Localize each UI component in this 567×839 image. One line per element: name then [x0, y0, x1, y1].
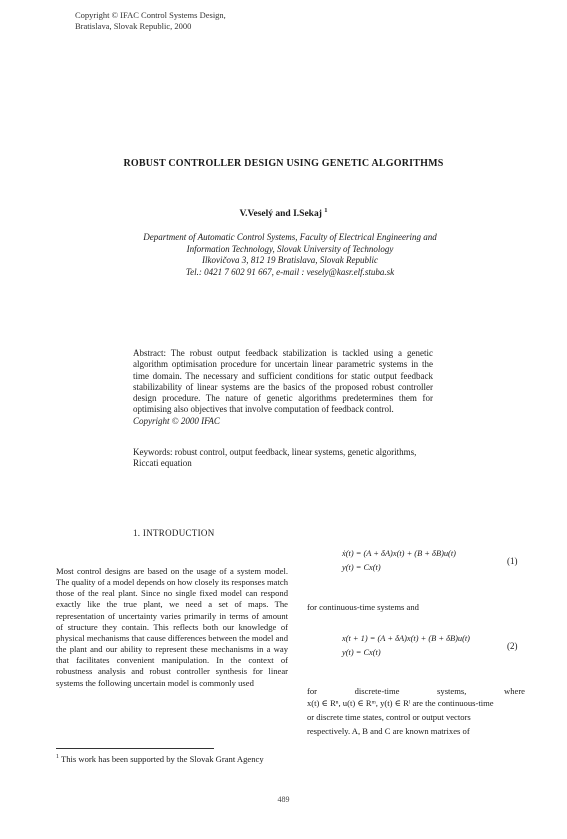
footnote — [56, 754, 264, 764]
footnote-text: This work has been supported by the Slovak Grant Agency — [59, 754, 264, 764]
affiliation-line-4: Tel.: 0421 7 602 91 667, e-mail : vesely@kasr.elf.stuba.sk — [185, 266, 395, 277]
affiliation-line-1: Department of Automatic Control Systems, Faculty of Electrical Engineering and — [143, 232, 437, 242]
authors — [0, 207, 567, 219]
affiliation-line-3: Ilkovičova 3, 812 19 Bratislava, Slovak Republic — [202, 255, 378, 265]
affiliation — [110, 232, 470, 278]
abstract-copyright: Copyright © 2000 IFAC — [133, 415, 220, 426]
equation-2-line-1: x(t + 1) = (A + δA)x(t) + (B + δB)u(t) — [342, 634, 470, 643]
copyright-line-1: Copyright © IFAC Control Systems Design, — [75, 10, 226, 20]
page-number: 489 — [277, 795, 290, 804]
right-column-line-4: respectively. A, B and C are known matrixes of — [307, 726, 470, 736]
intro-left-column: Most control designs are based on the usage of a system model. The quality of a model depends on how closely its responses match those of the real plant. Since no single fixed model can respond exactly like the true plant, we need a set of maps. The representation of uncertainty varies primarily in terms of amount of structure they contain. This reflects both our knowledge of physical mechanisms that cause differences between the model and the plant and our ability to represent these mechanisms in a way that facilitates convenient manipulation. In the context of robustness analysis and robust controller synthesis for linear systems the following uncertain model is commonly used — [56, 566, 288, 688]
section-heading: 1. INTRODUCTION — [133, 528, 215, 538]
footnote-mark: 1 — [56, 754, 59, 761]
word-where: where — [504, 686, 525, 696]
word-systems: systems, — [437, 686, 467, 696]
author-footnote-mark: 1 — [324, 207, 328, 214]
keywords: Keywords: robust control, output feedback, linear systems, genetic algorithms, Riccati equation — [133, 447, 417, 469]
paper-title: ROBUST CONTROLLER DESIGN USING GENETIC ALGORITHMS — [123, 158, 444, 169]
word-for: for — [307, 686, 318, 696]
equation-2-number: (2) — [507, 641, 518, 651]
equation-1-number: (1) — [507, 556, 518, 566]
author-names: V.Veselý and I.Sekaj — [239, 209, 322, 220]
equation-2-line-2: y(t) = Cx(t) — [342, 648, 381, 657]
right-column-line-1 — [307, 686, 525, 697]
text-between-equations: for continuous-time systems and — [307, 602, 419, 612]
affiliation-line-2: Information Technology, Slovak University of Technology — [186, 243, 394, 254]
abstract-text: Abstract: The robust output feedback stabilization is tackled using a genetic algorithm optimisation procedure for uncertain linear parametric systems in the time domain. The necessary and sufficient conditions for static output feedback stabilizability of linear systems are the basics of the proposed robust controller design procedure. The nature of genetic algorithms predetermines them for optimising also objectives that involve computation of feedback control. — [133, 348, 433, 415]
footnote-divider — [56, 748, 214, 749]
equation-1-line-2: y(t) = Cx(t) — [342, 563, 381, 572]
equation-1-line-1: ẋ(t) = (A + δA)x(t) + (B + δB)u(t) — [342, 549, 456, 558]
right-column-line-3: or discrete time states, control or output vectors — [307, 712, 471, 722]
copyright-header — [75, 10, 226, 32]
copyright-line-2: Bratislava, Slovak Republic, 2000 — [75, 21, 192, 31]
abstract — [133, 348, 433, 427]
word-discrete-time: discrete-time — [354, 686, 400, 696]
right-column-line-2: x(t) ∈ Rⁿ, u(t) ∈ Rᵐ, y(t) ∈ Rˡ are the continuous-time — [307, 698, 494, 708]
